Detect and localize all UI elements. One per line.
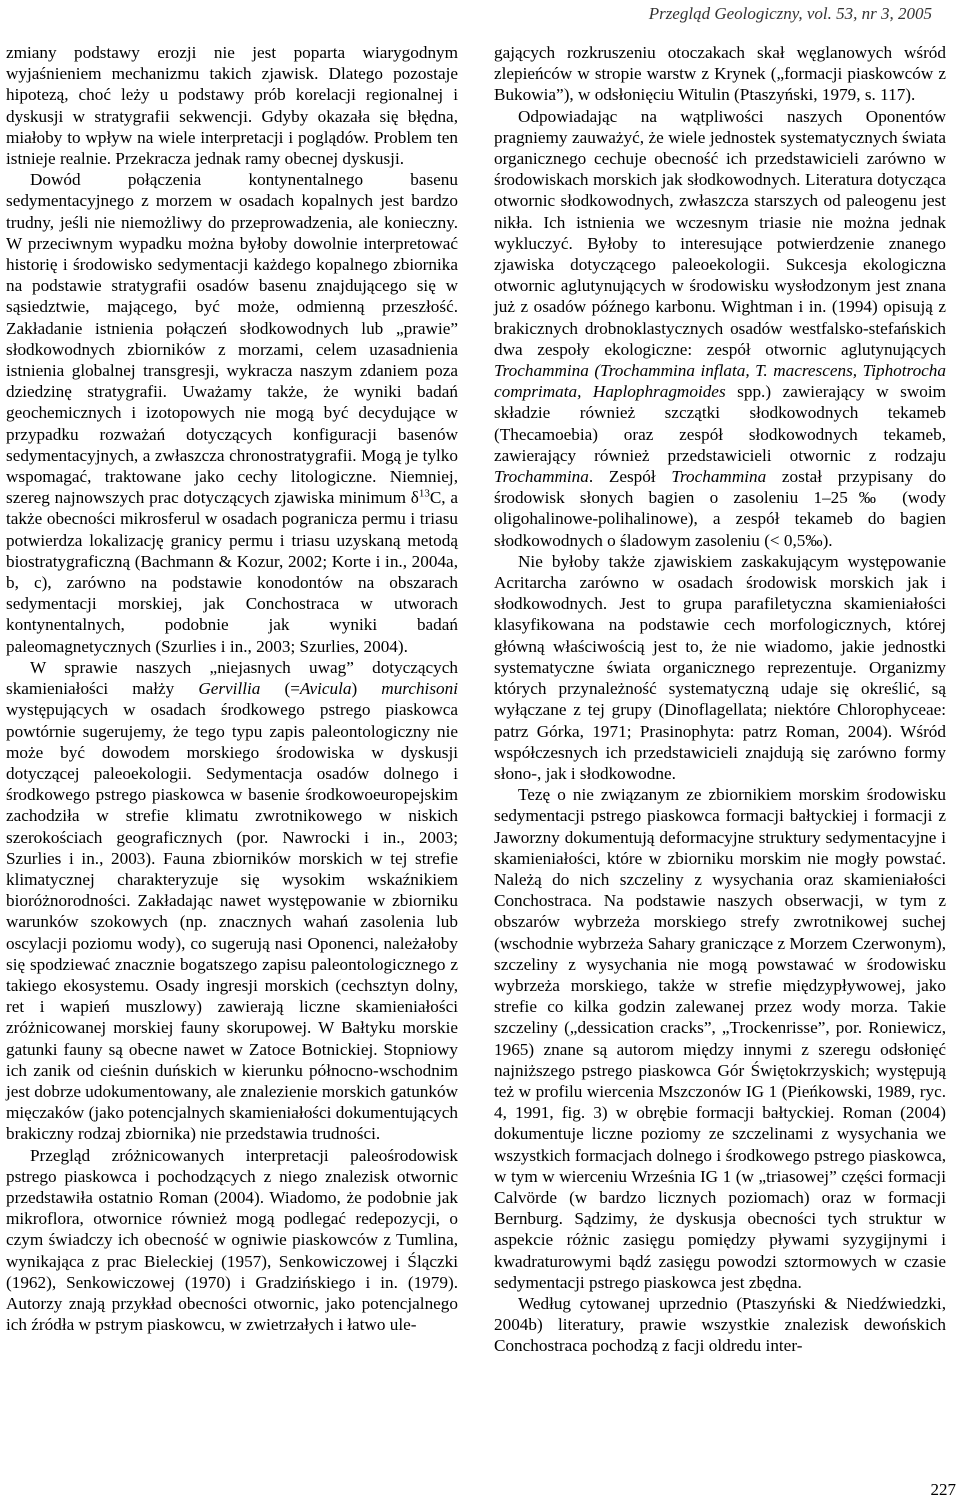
paragraph: Nie byłoby także zjawiskiem zaskakującym występowanie Acritarcha zarówno w osadach środowisk morskich jak i słodkowodnych. Jest to grupa parafiletyczna skamieniałości klasyfikowana na podstawie cech morfologicznych, której główną właściwością jest to, że nie wiadomo, jakie jednostki systematyczne świata organicznego reprezentuje. Organizmy których przynależność systematyczną udaje się określić, są wyłączane z tej grupy (Dinoflagellata; niektóre Chlorophyceae: patrz Górka, 1971; Prasinophyta: patrz Roman, 2004). Wśród współczesnych ich przedstawicieli znajdują się zarówno formy słono-, jak i słodkowodne. (494, 551, 946, 783)
taxon-name: Avicula (299, 679, 352, 699)
text-run: Odpowiadając na wątpliwości naszych Oponentów pragniemy zauważyć, że wiele jednostek systematycznych świata organicznego cechuje obecność ich przedstawicieli zarówno w środowiskach morskich jak słodkowodnych. Literatura dotycząca otwornic słodkowodnych, zwłaszcza starszych od paleogenu jest nikła. Ich istnienia we wczesnym triasie nie można jednak wykluczyć. Byłoby to interesujące potwierdzenie znanego zjawiska dotyczącego paleoekologii. Sukcesja ekologiczna otwornic aglutynujących w środowisku wysłodzonym jest znana już z osadów późnego karbonu. Wightman i in. (1994) opisują z brakicznych drobnoklastycznych osadów westfalsko-stefańskich dwa zespoły ekologiczne: zespół otwornic aglutynujących (494, 106, 946, 359)
text-run: . Zespół (588, 467, 672, 487)
text-run: (= (260, 679, 300, 699)
paragraph: Tezę o nie związanym ze zbiornikiem morskim środowisku sedymentacji pstrego piaskowca formacji bałtyckiej i formacji z Jaworzny dokumentują deformacyjne struktury sedymentacyjne i skamieniałości, które w zbiorniku morskim nie mogły powstać. Należą do nich szczeliny z wysychania oraz skamieniałości Conchostraca. Na podstawie naszych obserwacji, w tym z obszarów wybrzeża morskiego strefy zwrotnikowej suchej (wschodnie wybrzeża Sahary graniczące z Morzem Czerwonym), szczeliny z wysychania nie mogą powstawać w środowisku wybrzeża morskiego, także w strefie międzypływowej, jako strefie co kilka godzin zalewanej przez wody morza. Takie szczeliny („dessication cracks”, „Trockenrisse”, por. Roniewicz, 1965) znane są autorom między innymi z szeregu odsłonięć najniższego pstrego piaskowca Gór Świętokrzyskich; występują też w profilu wiercenia Mszczonów IG 1 (Pieńkowski, 1989, ryc. 4, 1991, fig. 3) w obrębie formacji bałtyckiej. Roman (2004) dokumentuje liczne poziomy ze szczelinami z wysychania we wszystkich formacjach dolnego i środkowego pstrego piaskowca, w tym w wierceniu Września IG 1 (w „triasowej” części formacji Calvörde (w bardzo licznych poziomach) oraz w formacji Bernburg. Sądzimy, że dyskusja obecności tych struktur w aspekcie różnic zasięgu pomiędzy pływami syzygijnymi i kwadraturowymi bądź zasięgu powodzi sztormowych w czasie sedymentacji pstrego piaskowca jest zbędna. (494, 785, 946, 1292)
right-column (494, 42, 946, 1357)
paragraph (6, 657, 458, 1145)
paragraph (494, 106, 946, 551)
paragraph: Przegląd zróżnicowanych interpretacji paleośrodowisk pstrego piaskowca i pochodzących z niego znalezisk otwornic przedstawiła ostatnio Roman (2004). Wiadomo, że podobnie jak mikroflora, otwornice również mogą podlegać redepozycji, o czym świadczy ich obecność w ogniwie piaskowców z Tumlina, wynikająca z prac Bieleckiej (1957), Senkowiczowej i Ślączki (1962), Senkowiczowej (1970) i Gradzińskiego i in. (1979). Autorzy znają przykład obecności otwornic, jako potencjalnego ich źródła w pstrym piaskowcu, w zwietrzałych i łatwo ule- (6, 1145, 458, 1335)
paragraph: gających rozkruszeniu otoczakach skał węglanowych wśród zlepieńców w stropie warstw z Krynek („formacji piaskowców z Bukowia”), w odsłonięciu Witulin (Ptaszyński, 1979, s. 117). (494, 43, 946, 105)
paragraph (6, 169, 458, 657)
running-header: Przegląd Geologiczny, vol. 53, nr 3, 2005 (648, 4, 932, 23)
text-run: C, a także obecności mikrosferul w osadach pogranicza permu i triasu potwierdza lokalizację granicy permu i triasu uzyskaną metodą biostratygraficzną (Bachmann & Kozur, 2002; Korte i in., 2004a, b, c), zarówno na podstawie konodontów na obszarach sedymentacji morskiej, jak Conchostraca w utworach kontynentalnych, podobnie jak wyniki badań paleomagnetycznych (Szurlies i in., 2003; Szurlies, 2004). (6, 488, 458, 656)
paragraph: zmiany podstawy erozji nie jest poparta wiarygodnym wyjaśnieniem mechanizmu takich zjawisk. Dlatego pozostaje hipotezą, choć leży u podstawy prób korelacji regionalnej i dyskusji w stratygrafii sekwencji. Gdyby okazała się błędna, miałoby to wpływ na wiele interpretacji i poglądów. Problem ten istnieje realnie. Przekracza jednak ramy obecnej dyskusji. (6, 43, 458, 169)
taxon-name: murchisoni (381, 679, 458, 699)
left-column (6, 42, 458, 1335)
taxon-name: Trochammina (Trochammina inflata, T. macrescens, Tiphotrocha comprimata, Haplophragmoides (494, 361, 946, 402)
text-run: ) (351, 679, 382, 699)
text-run: spp.) zawierający w swoim składzie również szczątki słodkowodnych tekameb (Thecamoebia) oraz zespół słodkowodnych tekameb, zawierający również przedstawicieli otwornic z rodzaju (494, 382, 947, 465)
taxon-name: Trochammina (494, 467, 589, 487)
superscript: 13 (418, 487, 430, 500)
paragraph: Według cytowanej uprzednio (Ptaszyński & Niedźwiedzki, 2004b) literatury, prawie wszystkie znalezisk dewońskich Conchostraca pochodzą z facji oldredu inter- (494, 1293, 946, 1356)
text-run: Dowód połączenia kontynentalnego basenu sedymentacyjnego z morzem w osadach kopalnych jest bardzo trudny, jeśli nie niemożliwy do przeprowadzenia, ale konieczny. W przeciwnym wypadku można byłoby dowolnie interpretować historię i środowisko sedymentacji każdego kopalnego zbiornika na podstawie stratygrafii osadów basenu znajdującego się w sąsiedztwie, mającego, być może, odmienną przeszłość. Zakładanie istnienia połączeń słodkowodnych lub „prawie” słodkowodnych zbiorników z morzami, celem uzasadnienia istnienia globalnej transgresji, wykracza naszym zdaniem poza dziedzinę stratygrafii. Uważamy także, że wyniki badań geochemicznych i izotopowych nie mogą być decydujące w przypadku rozważań dotyczących konfiguracji basenów sedymentacyjnych, a zwłaszcza chronostratygrafii. Mogą je tylko wspomagać, traktowane jako cechy litologiczne. Niemniej, szereg najnowszych prac dotyczących zjawiska minimum δ (6, 170, 458, 508)
text-run: został przypisany do środowisk słonych bagien o zasoleniu 1–25‰ (wody oligohalinowe-polihalinowe), a zespół tekameb do bagien słodkowodnych o śladowym zasoleniu (< 0,5‰). (494, 467, 946, 550)
page-number: 227 (930, 1480, 956, 1499)
taxon-name: Trochammina (671, 467, 767, 487)
text-run: występujących w osadach środkowego pstrego piaskowca powtórnie sugerujemy, że tego typu zapis paleontologiczny nie może być dowodem morskiego środowiska w dyskusji dotyczącej paleoekologii. Sedymentacja osadów dolnego i środkowego pstrego piaskowca w basenie środkowoeuropejskim zachodziła w strefie klimatu zwrotnikowego w niskich szerokościach geograficznych (por. Nawrocki i in., 2003; Szurlies i in., 2003). Fauna zbiorników morskich w tej strefie klimatycznej charakteryzuje się wysokim wskaźnikiem bioróżnorodności. Zakładając nawet występowanie w zbiorniku warunków szokowych (np. znacznych wahań zasolenia lub oscylacji poziomu wody), co sugerują nasi Oponenci, należałoby się spodziewać znacznie bogatszego zapisu paleontologicznego z takiego ekosystemu. Osady ingresji morskich (cechsztyn dolny, ret i wapień muszlowy) zawierają liczne skamieniałości zróżnicowanej morskiej fauny skorupowej. W Bałtyku morskie gatunki fauny są obecne nawet w Zatoce Botnickiej. Stopniowy ich zanik od cieśnin duńskich w kierunku północno-wschodnim jest dobrze udokumentowany, ale znalezienie morskich gatunków mięczaków (jako potencjalnych skamieniałości dokumentujących brakiczny rodzaj zbiornika) nie przedstawia trudności. (6, 700, 458, 1144)
taxon-name: Gervillia (198, 679, 261, 699)
text-run: W sprawie naszych „niejasnych uwag” dotyczących skamieniałości małży (6, 657, 458, 699)
